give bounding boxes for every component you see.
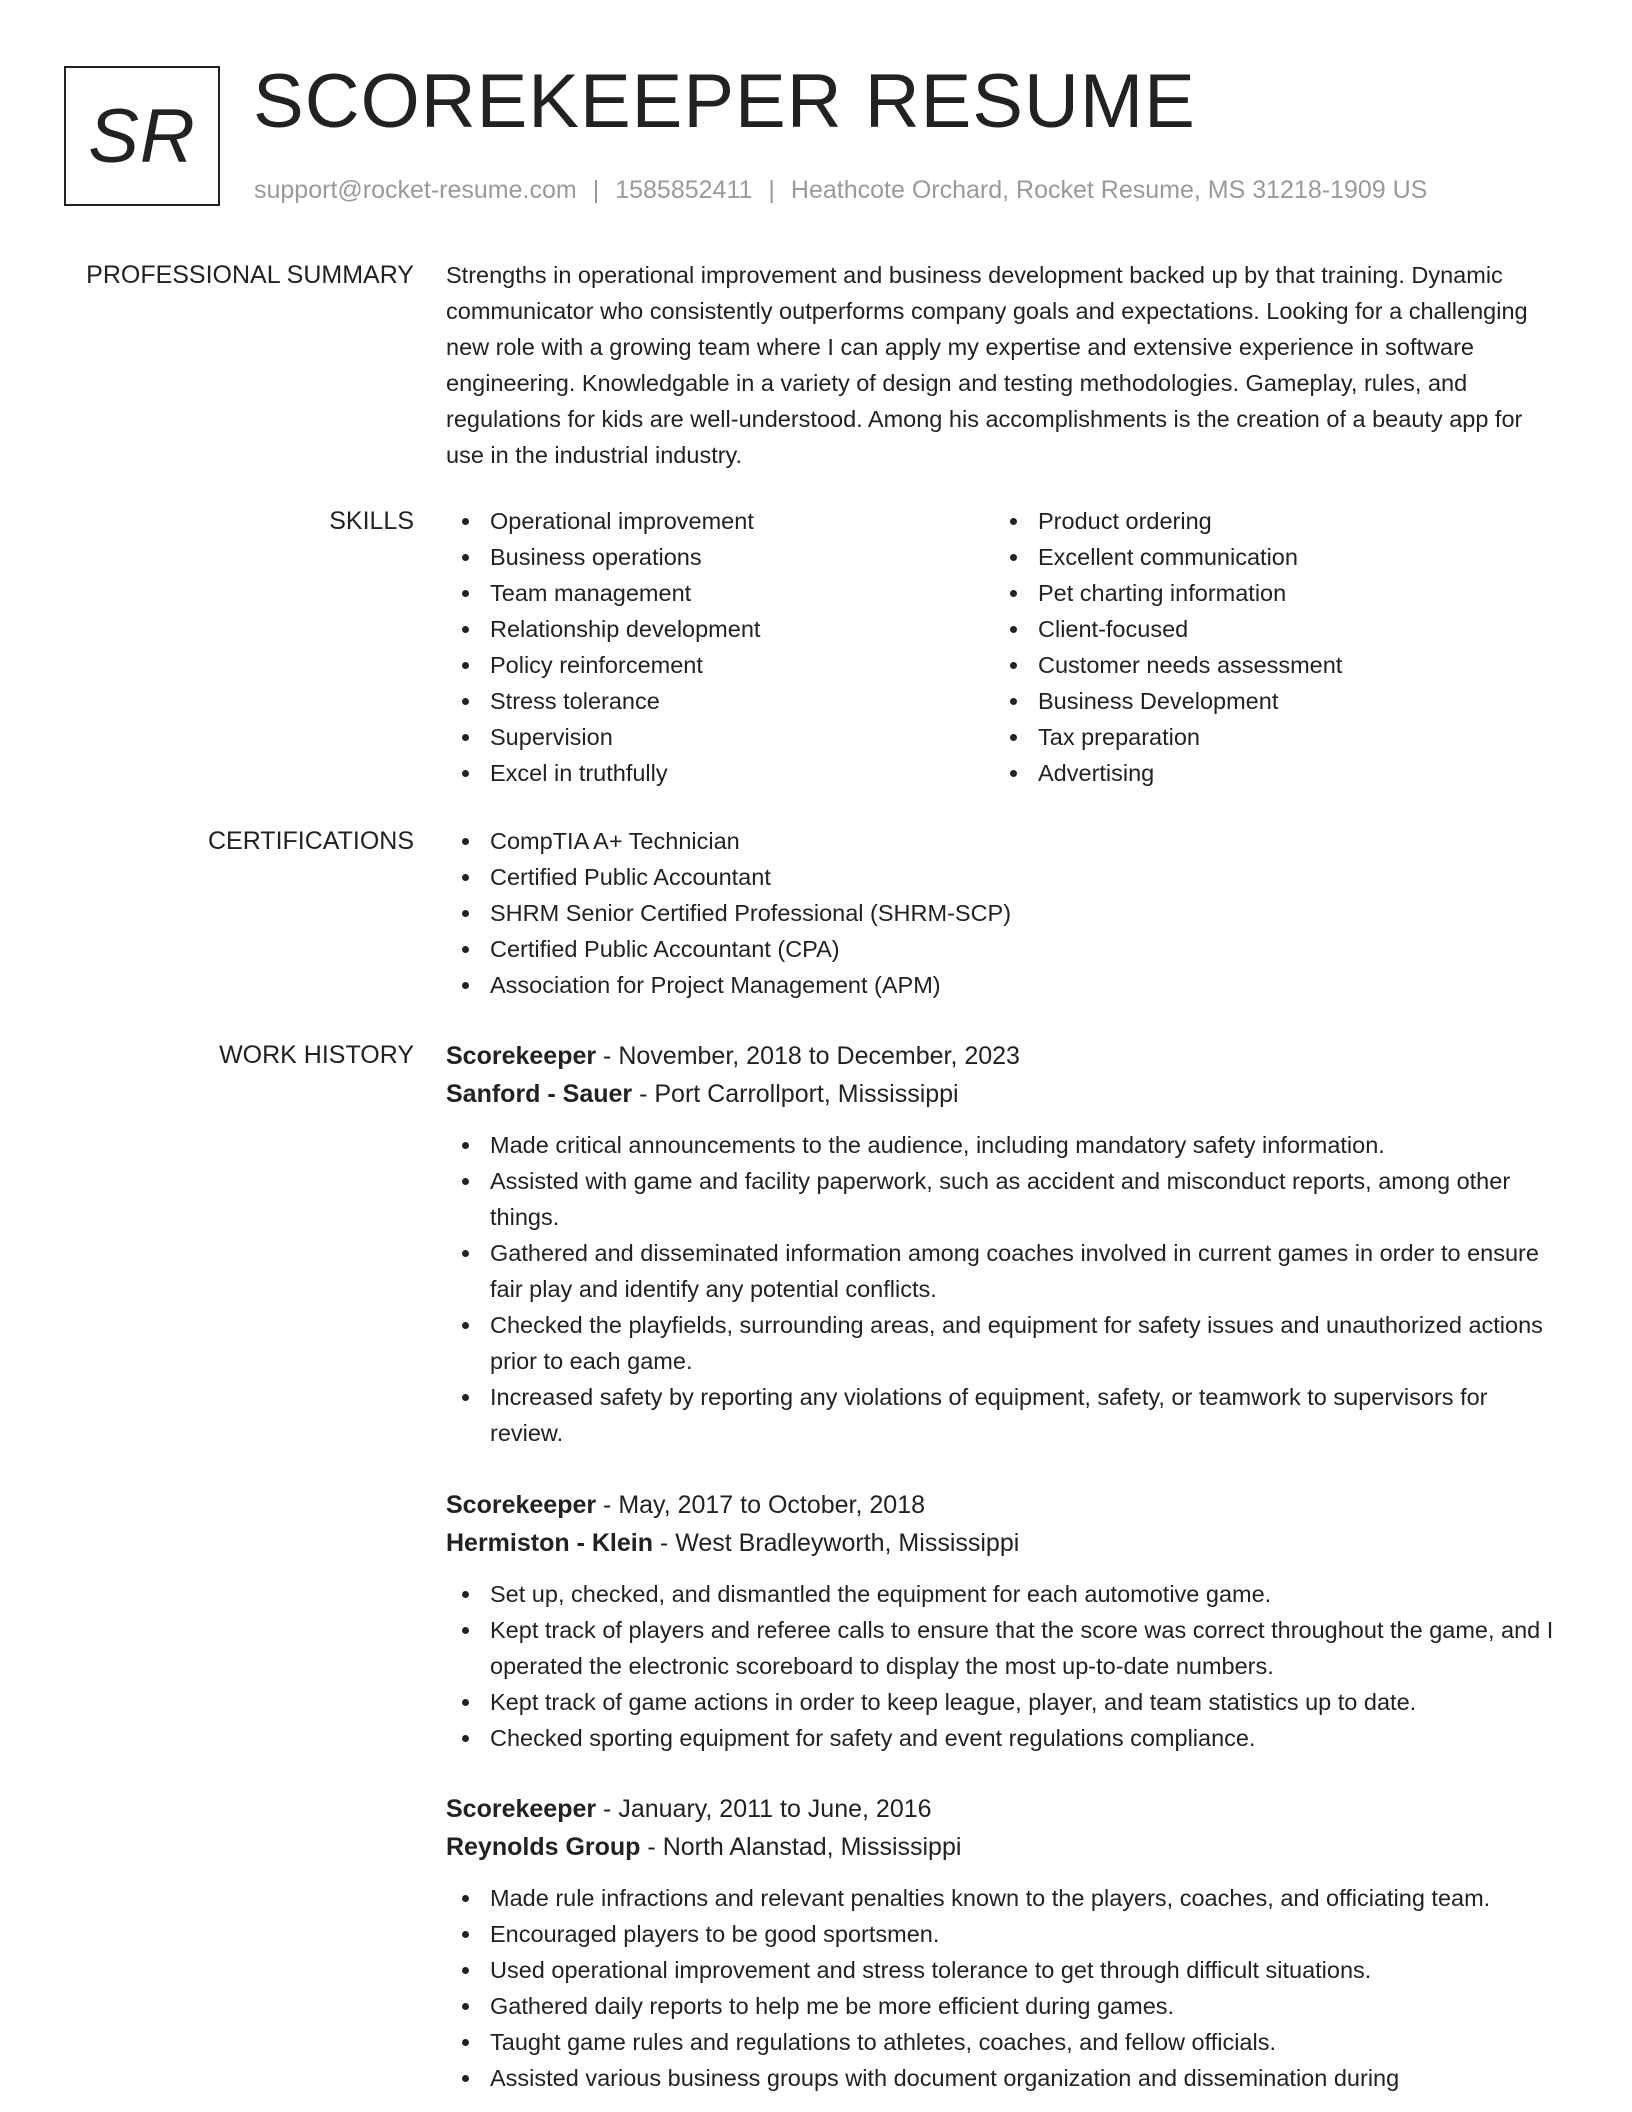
initials-monogram: SR: [64, 66, 220, 206]
skill-item: Pet charting information: [994, 575, 1542, 611]
job-bullet: Set up, checked, and dismantled the equipment for each automotive game.: [446, 1576, 1558, 1612]
job-location: North Alanstad, Mississippi: [662, 1833, 962, 1861]
page-title: SCOREKEEPER RESUME: [253, 59, 1196, 144]
dash: -: [596, 1491, 619, 1519]
job-company-line: [446, 1828, 1558, 1866]
skill-item: Client-focused: [994, 611, 1542, 647]
job-bullet: Assisted with game and facility paperwork, such as accident and misconduct reports, among other things.: [446, 1163, 1558, 1235]
job-dates: November, 2018 to December, 2023: [618, 1042, 1020, 1070]
job-company: Hermiston - Klein: [446, 1529, 653, 1557]
job-bullet: Increased safety by reporting any violations of equipment, safety, or teamwork to supervisors for review.: [446, 1379, 1558, 1451]
job-bullet: Kept track of players and referee calls to ensure that the score was correct throughout the game, and I operated the electronic scoreboard to display the most up-to-date numbers.: [446, 1612, 1558, 1684]
job-bullet-list: [446, 1576, 1558, 1756]
job-title: Scorekeeper: [446, 1042, 597, 1070]
skills-list-right: [994, 503, 1542, 791]
job-company-line: [446, 1075, 1558, 1113]
summary-body: [446, 257, 1558, 473]
job-entry: [446, 1486, 1558, 1756]
contact-separator: |: [592, 176, 600, 204]
certification-item: SHRM Senior Certified Professional (SHRM-SCP): [446, 895, 1558, 931]
skill-item: Supervision: [446, 719, 994, 755]
skill-item: Relationship development: [446, 611, 994, 647]
contact-separator: |: [768, 176, 775, 204]
dash: -: [640, 1833, 663, 1861]
certifications-list: [446, 823, 1558, 1003]
job-company: Sanford - Sauer: [446, 1080, 633, 1108]
contact-address: Heathcote Orchard, Rocket Resume, MS 31218-1909 US: [790, 176, 1428, 204]
section-heading: WORK HISTORY: [219, 1041, 414, 1069]
skill-item: Team management: [446, 575, 994, 611]
certification-item: Association for Project Management (APM): [446, 967, 1558, 1003]
job-dates: May, 2017 to October, 2018: [618, 1491, 926, 1519]
skill-item: Business Development: [994, 683, 1542, 719]
skill-item: Tax preparation: [994, 719, 1542, 755]
section-heading: PROFESSIONAL SUMMARY: [86, 261, 414, 289]
skill-item: Operational improvement: [446, 503, 994, 539]
skill-item: Excel in truthfully: [446, 755, 994, 791]
job-bullet: Taught game rules and regulations to athletes, coaches, and fellow officials.: [446, 2024, 1558, 2060]
job-bullet: Checked sporting equipment for safety and event regulations compliance.: [446, 1720, 1558, 1756]
dash: -: [632, 1080, 655, 1108]
job-title-line: [446, 1037, 1558, 1075]
contact-line: [254, 175, 1427, 205]
skills-body: [446, 503, 1558, 791]
skills-list-left: [446, 503, 994, 791]
job-bullet: Used operational improvement and stress tolerance to get through difficult situations.: [446, 1952, 1558, 1988]
dash: -: [652, 1529, 676, 1557]
certification-item: Certified Public Accountant: [446, 859, 1558, 895]
job-company-line: [446, 1524, 1558, 1562]
job-entry: [446, 1790, 1558, 2096]
section-heading: SKILLS: [329, 507, 414, 535]
skill-item: Advertising: [994, 755, 1542, 791]
skill-item: Product ordering: [994, 503, 1542, 539]
job-title: Scorekeeper: [446, 1491, 597, 1519]
job-bullet: Gathered daily reports to help me be more efficient during games.: [446, 1988, 1558, 2024]
skill-item: Policy reinforcement: [446, 647, 994, 683]
job-bullet: Made rule infractions and relevant penalties known to the players, coaches, and officiating team.: [446, 1880, 1558, 1916]
job-dates: January, 2011 to June, 2016: [618, 1795, 932, 1823]
contact-email: support@rocket-resume.com: [254, 176, 577, 204]
job-title-line: [446, 1790, 1558, 1828]
summary-text: Strengths in operational improvement and business development backed up by that training. Dynamic communicator who consistently outperforms company goals and expectations. Looking for a challenging new role with a growing team where I can apply my expertise and extensive experience in software engineering. Knowledgable in a variety of design and testing methodologies. Gameplay, rules, and regulations for kids are well-understood. Among his accomplishments is the creation of a beauty app for use in the industrial industry.: [446, 262, 1528, 468]
job-bullet: Made critical announcements to the audience, including mandatory safety information.: [446, 1127, 1558, 1163]
job-bullet: Checked the playfields, surrounding areas, and equipment for safety issues and unauthorized actions prior to each game.: [446, 1307, 1558, 1379]
dash: -: [596, 1795, 619, 1823]
contact-phone: 1585852411: [615, 176, 753, 204]
job-bullet: Assisted various business groups with document organization and dissemination during: [446, 2060, 1558, 2096]
job-bullet-list: [446, 1127, 1558, 1451]
skill-item: Business operations: [446, 539, 994, 575]
skill-item: Stress tolerance: [446, 683, 994, 719]
job-location: West Bradleyworth, Mississippi: [675, 1529, 1020, 1557]
job-bullet: Gathered and disseminated information among coaches involved in current games in order to ensure fair play and identify any potential conflicts.: [446, 1235, 1558, 1307]
skill-item: Excellent communication: [994, 539, 1542, 575]
job-title-line: [446, 1486, 1558, 1524]
job-bullet: Encouraged players to be good sportsmen.: [446, 1916, 1558, 1952]
job-bullet: Kept track of game actions in order to keep league, player, and team statistics up to date.: [446, 1684, 1558, 1720]
job-company: Reynolds Group: [446, 1833, 641, 1861]
job-location: Port Carrollport, Mississippi: [654, 1080, 959, 1108]
certification-item: Certified Public Accountant (CPA): [446, 931, 1558, 967]
dash: -: [596, 1042, 619, 1070]
skill-item: Customer needs assessment: [994, 647, 1542, 683]
certification-item: CompTIA A+ Technician: [446, 823, 1558, 859]
job-entry: [446, 1037, 1558, 1451]
job-title: Scorekeeper: [446, 1795, 597, 1823]
job-bullet-list: [446, 1880, 1558, 2096]
section-heading: CERTIFICATIONS: [207, 827, 414, 855]
certifications-body: [446, 823, 1558, 1003]
